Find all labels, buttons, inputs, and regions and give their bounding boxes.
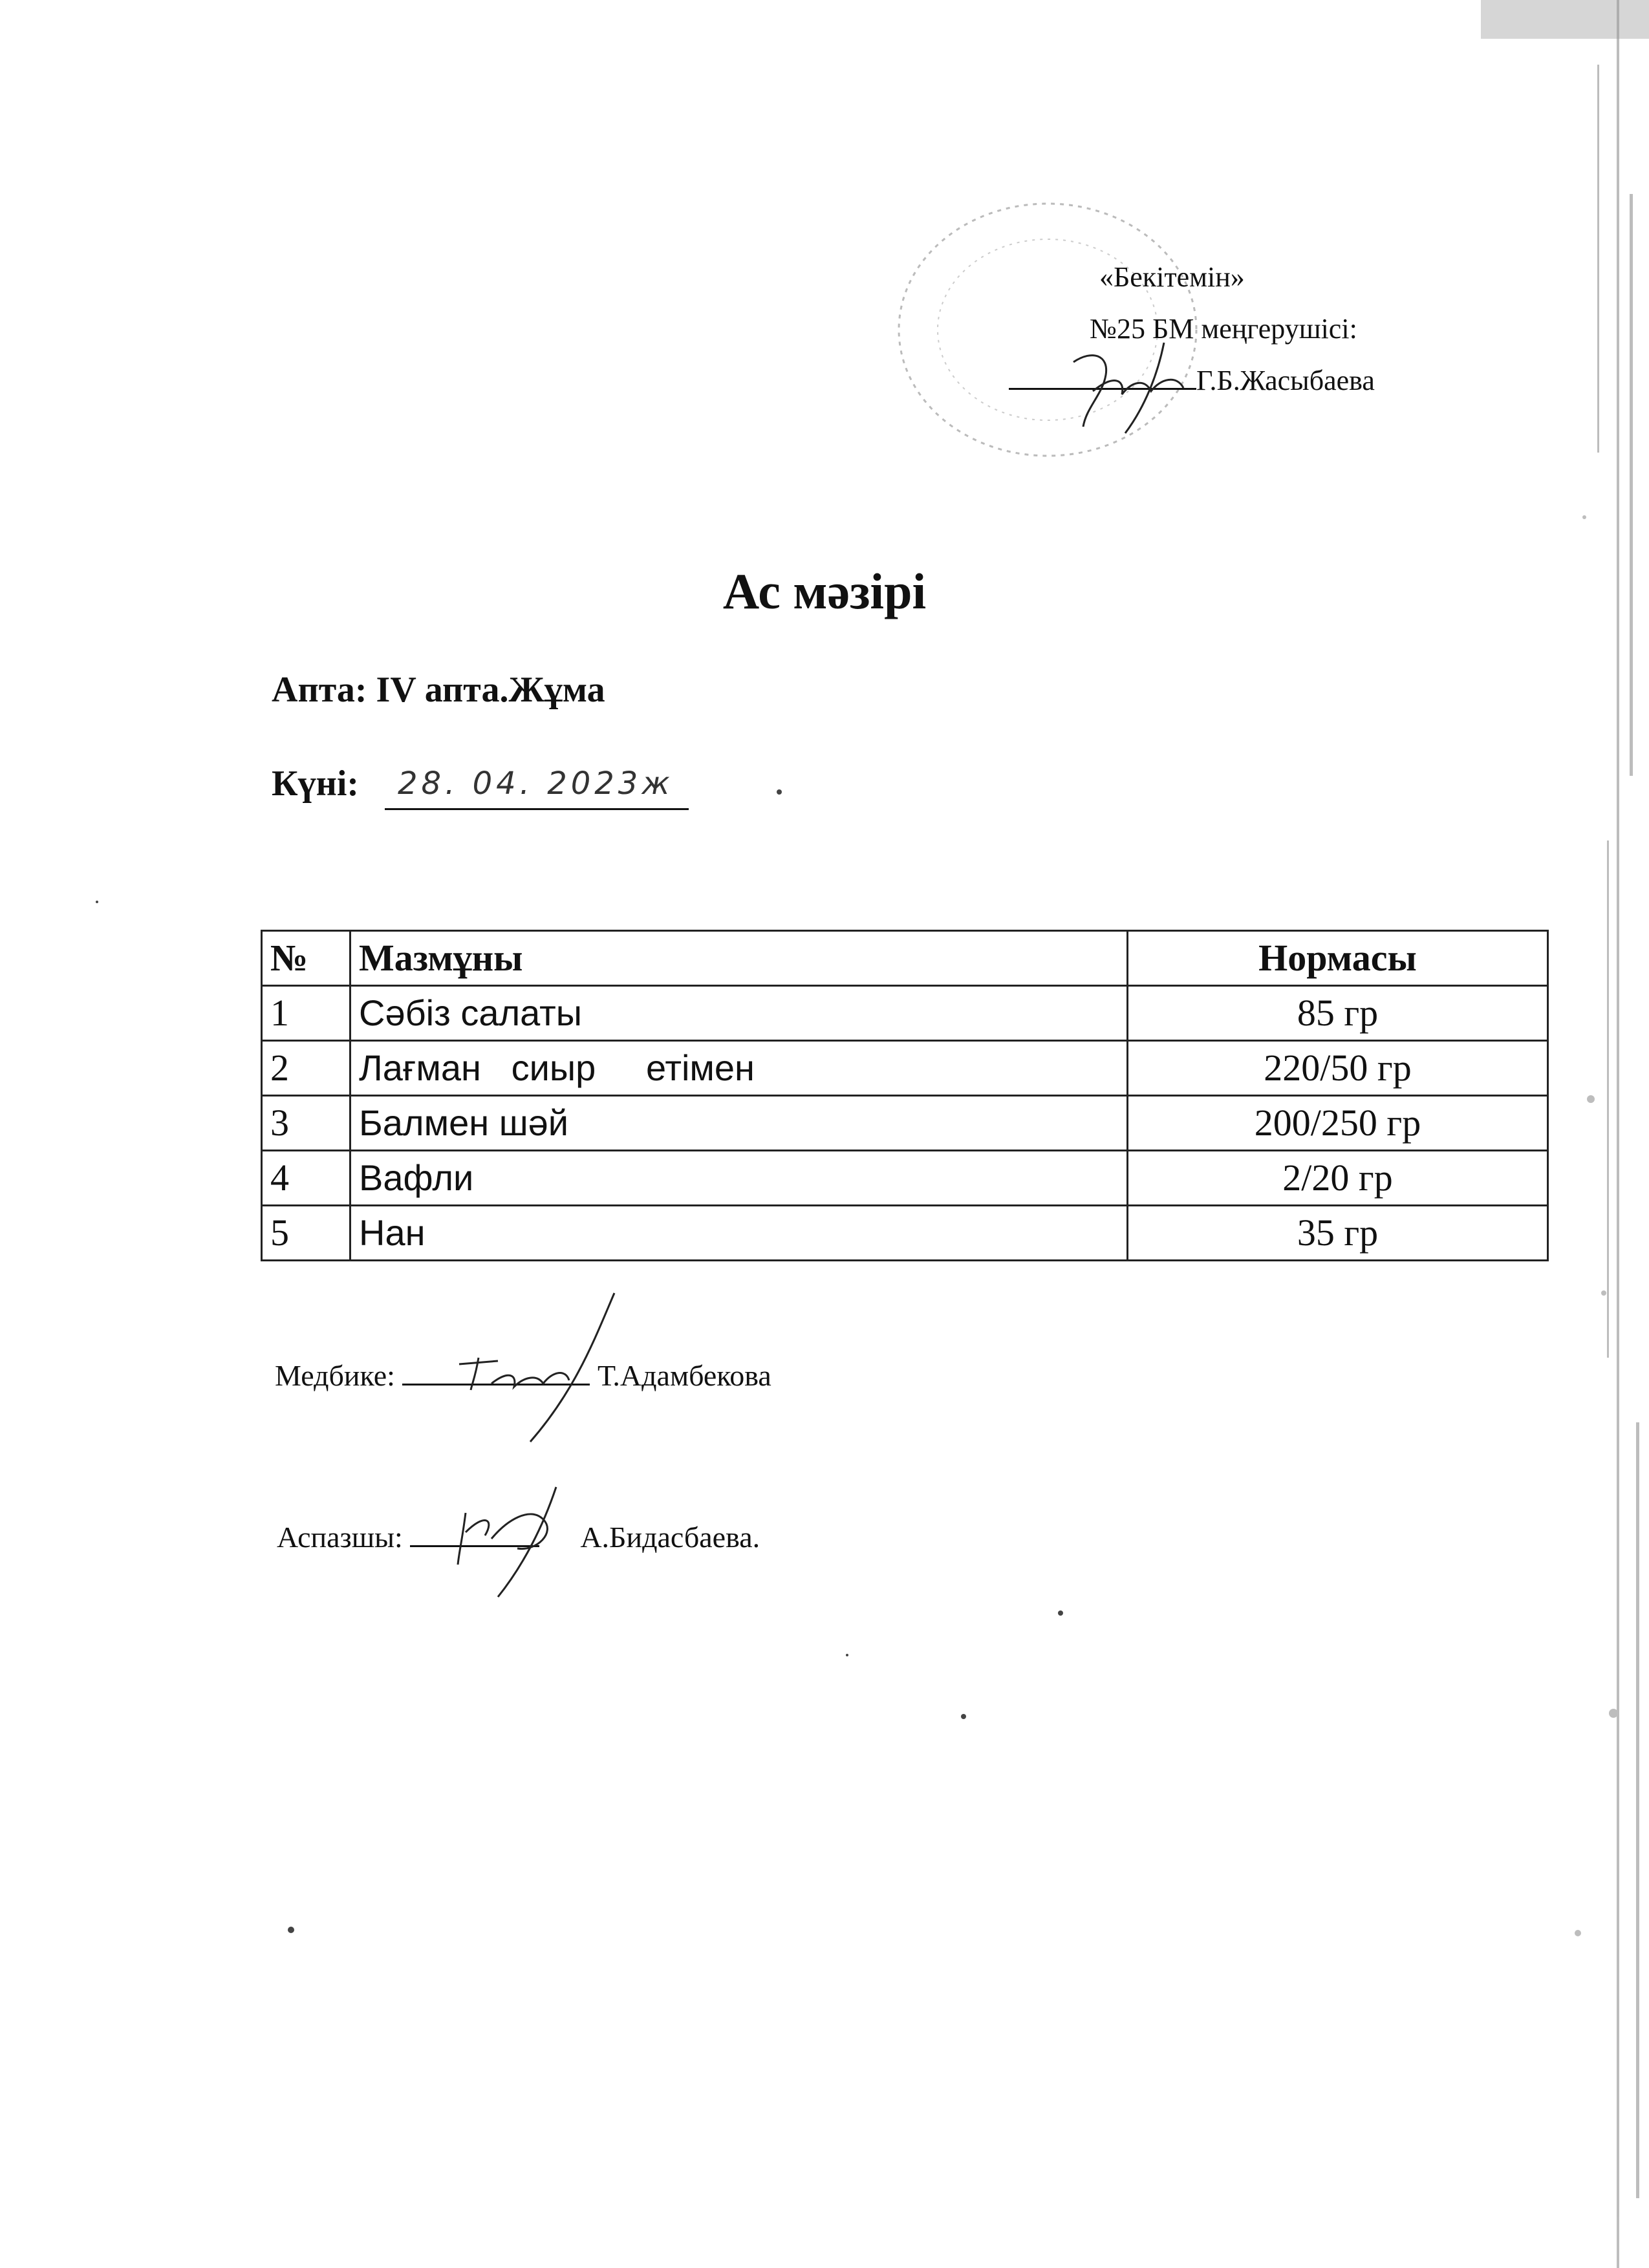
row-name: Лағман сиыр етімен — [350, 1041, 1128, 1096]
row-name: Вафли — [350, 1151, 1128, 1206]
row-number: 1 — [262, 986, 350, 1041]
row-norm: 220/50 гр — [1128, 1041, 1548, 1096]
row-norm: 2/20 гр — [1128, 1151, 1548, 1206]
row-norm: 85 гр — [1128, 986, 1548, 1041]
row-number: 5 — [262, 1206, 350, 1261]
approval-position: №25 БМ меңгерушісі: — [1090, 313, 1357, 345]
week-label: Апта: IV апта.Жұма — [272, 670, 605, 710]
row-norm: 35 гр — [1128, 1206, 1548, 1261]
approval-name: Г.Б.Жасыбаева — [1196, 365, 1375, 396]
date-label: Күні: — [272, 764, 360, 804]
row-name: Нан — [350, 1206, 1128, 1261]
date-value: 28. 04. 2023ж — [398, 765, 674, 802]
cook-label: Аспазшы: — [277, 1521, 403, 1554]
row-number: 4 — [262, 1151, 350, 1206]
header-number: № — [262, 931, 350, 986]
header-norm: Нормасы — [1128, 931, 1548, 986]
row-number: 2 — [262, 1041, 350, 1096]
approval-heading: «Бекітемін» — [1099, 261, 1245, 293]
nurse-label: Медбике: — [275, 1359, 395, 1392]
row-number: 3 — [262, 1096, 350, 1151]
row-name: Балмен шәй — [350, 1096, 1128, 1151]
row-norm: 200/250 гр — [1128, 1096, 1548, 1151]
row-name: Сәбіз салаты — [350, 986, 1128, 1041]
nurse-name: Т.Адамбекова — [597, 1359, 771, 1392]
header-content: Мазмұны — [350, 931, 1128, 986]
document-title: Ас мәзірі — [722, 563, 927, 619]
cook-name: А.Бидасбаева. — [580, 1521, 760, 1554]
